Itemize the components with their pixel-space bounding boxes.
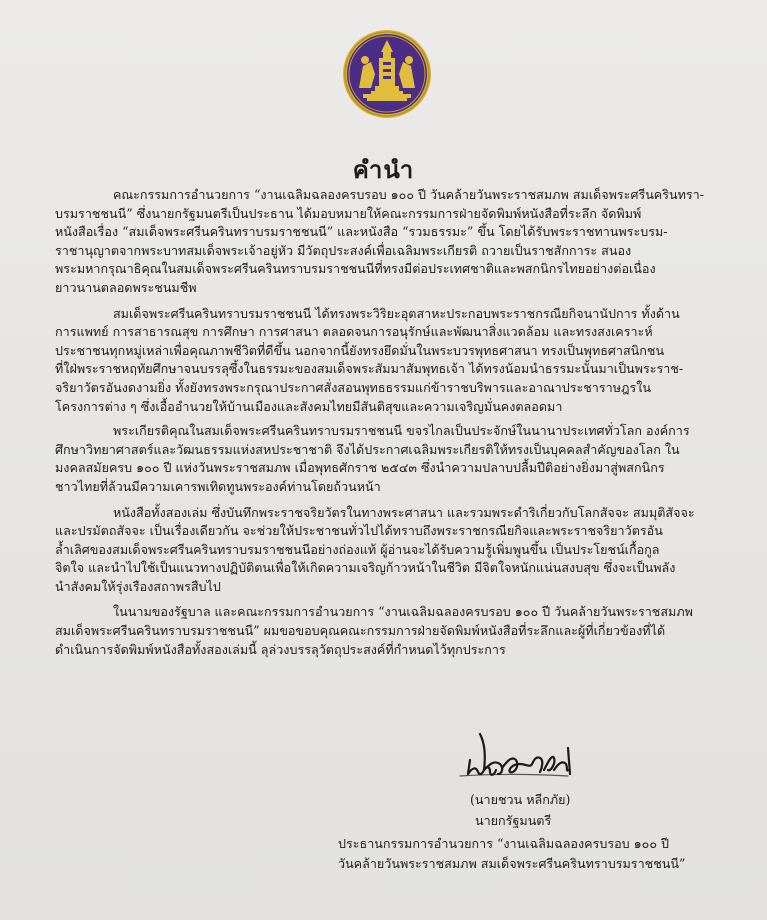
document-body (55, 186, 715, 666)
signatory-name: (นายชวน หลีกภัย) (470, 792, 571, 807)
paragraph: พระเกียรติคุณในสมเด็จพระศรีนครินทราบรมราชชนนี ขจรไกลเป็นประจักษ์ในนานาประเทศทั่วโลก องค์การ ศึกษาวิทยาศาสตร์และวัฒนธรรมแห่งสหประชาชาติ จึงได้ประกาศเฉลิมพระเกียรติให้ทรงเป็นบุคคลสำคัญของโลก ใน มงคลสมัยครบ ๑๐๐ ปี แห่งวันพระราชสมภพ เมื่อพุทธศักราช ๒๕๔๓ ซึ่งนำความปลาบปลื้มปีติอย่างยิ่งมาสู่พสกนิกร ชาวไทยที่ล้วนมีความเคารพเทิดทูนพระองค์ท่านโดยถ้วนหน้า (55, 423, 690, 494)
government-seal-icon (341, 28, 433, 120)
paragraph: สมเด็จพระศรีนครินทราบรมราชชนนี ได้ทรงพระวิริยะอุตสาหะประกอบพระราชกรณียกิจนานัปการ ทั้งด้าน การแพทย์ การสาธารณสุข การศึกษา การศาสนา ตลอดจนการอนุรักษ์และพัฒนาสิ่งแวดล้อม และทรงสงเคราะห์ ประชาชนทุกหมู่เหล่าเพื่อคุณภาพชีวิตที่ดีขึ้น นอกจากนี้ยังทรงยึดมั่นในพระบวรพุทธศาสนา ทรงเป็นพุทธศาสนิกชน ที่ใฝ่พระราชหฤทัยศึกษาจนบรรลุซึ้งในธรรมะของสมเด็จพระสัมมาสัมพุทธเจ้า ได้ทรงน้อมนำธรรมะนั้นมาเป็นพระราช- จริยาวัตรอันงดงามยิ่ง ทั้งยังทรงพระกรุณาประกาศสั่งสอนพุทธธรรมแก่ข้าราชบริพารและอาณาประชาราษฎรใน โครงการต่าง ๆ ซึ่งเอื้ออำนวยให้บ้านเมืองและสังคมไทยมีสันติสุขและความเจริญมั่นคงตลอดมา (55, 305, 684, 414)
paragraph: หนังสือทั้งสองเล่ม ซึ่งบันทึกพระราชจริยวัตรในทางพระศาสนา และรวมพระดำริเกี่ยวกับโลกสัจจะ สมมุติสัจจะ และปรมัตถสัจจะ เป็นเรื่องเดียวกัน จะช่วยให้ประชาชนทั่วไปได้ทราบถึงพระราชกรณียกิจและพระราชจริยาวัตรอัน ล้ำเลิศของสมเด็จพระศรีนครินทราบรมราชชนนีอย่างถ่องแท้ ผู้อ่านจะได้รับความรู้เพิ่มพูนขึ้น เป็นประโยชน์เกื้อกูล จิตใจ และนำไปใช้เป็นแนวทางปฏิบัติตนเพื่อให้เกิดความเจริญก้าวหน้าในชีวิต มีจิตใจหนักแน่นสงบสุข ซึ่งจะเป็นพลัง นำสังคมให้รุ่งเรืองสถาพรสืบไป (55, 504, 695, 594)
page-title: คำนำ (352, 155, 415, 184)
signatory-position: นายกรัฐมนตรี (475, 813, 552, 828)
signatory-role: ประธานกรรมการอำนวยการ “งานเฉลิมฉลองครบรอบ ๑๐๐ ปี วันคล้ายวันพระราชสมภพ สมเด็จพระศรีนครินทราบรมราชชนนี” (338, 836, 686, 871)
handwritten-signature (450, 730, 586, 784)
paragraph: คณะกรรมการอำนวยการ “งานเฉลิมฉลองครบรอบ ๑๐๐ ปี วันคล้ายวันพระราชสมภพ สมเด็จพระศรีนครินทรา- บรมราชชนนี” ซึ่งนายกรัฐมนตรีเป็นประธาน ได้มอบหมายให้คณะกรรมการฝ่ายจัดพิมพ์หนังสือที่ระลึก จัดพิมพ์ หนังสือเรื่อง “สมเด็จพระศรีนครินทราบรมราชชนนี” และหนังสือ “รวมธรรมะ” ขึ้น โดยได้รับพระราชทานพระบรม- ราชานุญาตจากพระบาทสมเด็จพระเจ้าอยู่หัว มีวัตถุประสงค์เพื่อเฉลิมพระเกียรติ ถวายเป็นราชสักการะ สนอง พระมหากรุณาธิคุณในสมเด็จพระศรีนครินทราบรมราชชนนีที่ทรงมีต่อประเทศชาติและพสกนิกรไทยอย่างต่อเนื่อง ยาวนานตลอดพระชนมชีพ (55, 187, 705, 295)
paragraph: ในนามของรัฐบาล และคณะกรรมการอำนวยการ “งานเฉลิมฉลองครบรอบ ๑๐๐ ปี วันคล้ายวันพระราชสมภพ สมเด็จพระศรีนครินทราบรมราชชนนี” ผมขอขอบคุณคณะกรรมการฝ่ายจัดพิมพ์หนังสือที่ระลึกและผู้ที่เกี่ยวข้องที่ได้ ดำเนินการจัดพิมพ์หนังสือทั้งสองเล่มนี้ ลุล่วงบรรลุวัตถุประสงค์ที่กำหนดไว้ทุกประการ (55, 604, 693, 657)
